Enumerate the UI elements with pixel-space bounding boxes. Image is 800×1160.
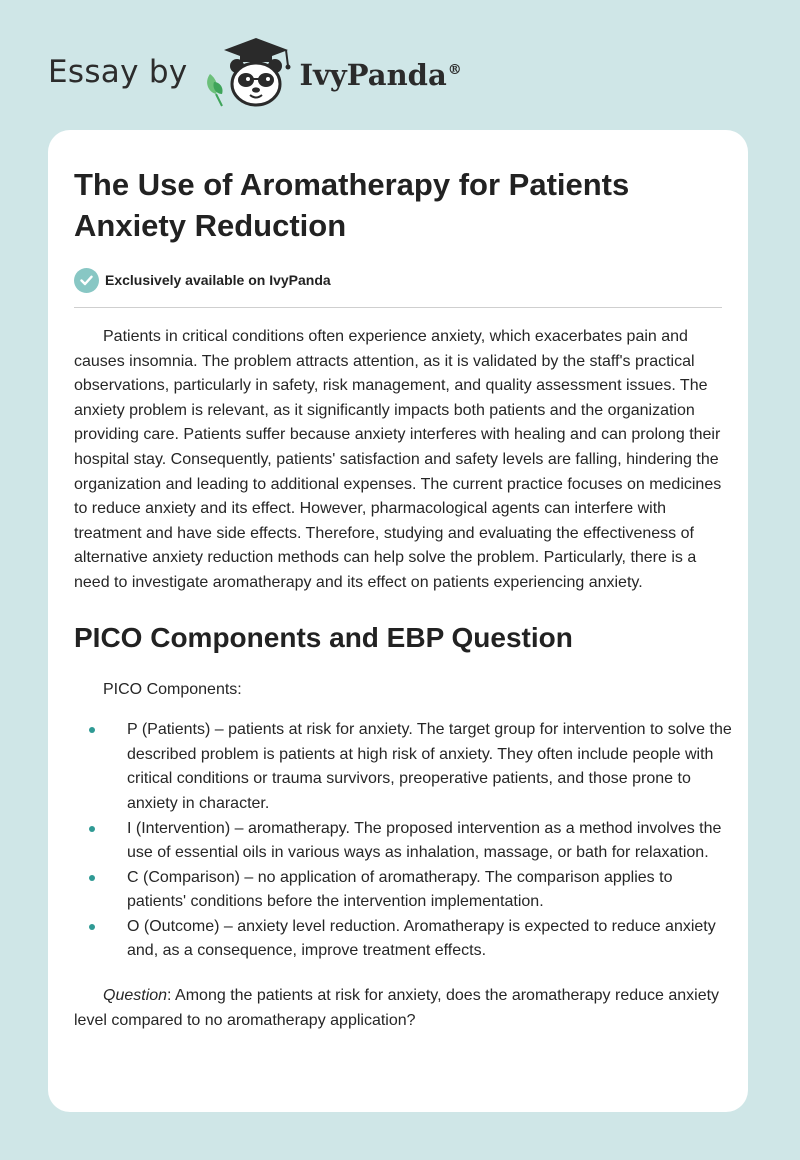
bullet-icon xyxy=(89,826,95,832)
question-paragraph xyxy=(74,984,734,1033)
question-label: Question xyxy=(103,987,168,1005)
question-text: : Among the patients at risk for anxiety, does the aromatherapy reduce anxiety level compared to no aromatherapy application? xyxy=(74,987,720,1029)
list-item xyxy=(74,718,734,816)
pico-item-text: C (Comparison) – no application of aromatherapy. The comparison applies to patients' conditions before the intervention implementation. xyxy=(127,868,673,911)
list-item xyxy=(74,817,734,866)
panda-logo-icon[interactable] xyxy=(204,36,296,108)
article-card xyxy=(48,130,748,1112)
section-heading: PICO Components and EBP Question xyxy=(74,621,573,653)
brand-name-text[interactable]: IvyPanda xyxy=(299,58,447,92)
divider xyxy=(74,307,722,308)
exclusive-badge xyxy=(74,266,722,294)
pico-item-text: P (Patients) – patients at risk for anxiety. The target group for intervention to solve the described problem is patients at high risk of anxiety. They often include people with critical conditions or trauma survivors, preoperative patients, and those prone to anxiety in character. xyxy=(127,721,732,812)
registered-mark: ® xyxy=(447,62,462,79)
checkmark-icon xyxy=(74,268,99,293)
list-item xyxy=(74,915,734,964)
list-item xyxy=(74,866,734,915)
pico-list xyxy=(74,718,734,964)
brand-prefix: Essay by xyxy=(48,54,188,90)
bullet-icon xyxy=(89,727,95,733)
exclusive-badge-label: Exclusively available on IvyPanda xyxy=(105,272,331,288)
bullet-icon xyxy=(89,875,95,881)
article-title: The Use of Aromatherapy for Patients Anxiety Reduction xyxy=(74,167,630,243)
pico-item-text: O (Outcome) – anxiety level reduction. Aromatherapy is expected to reduce anxiety and, as a consequence, improve treatment effects. xyxy=(127,917,716,960)
bullet-icon xyxy=(89,924,95,930)
brand-name[interactable] xyxy=(300,58,462,92)
pico-item-text: I (Intervention) – aromatherapy. The proposed intervention as a method involves the use of essential oils in various ways as inhalation, massage, or bath for relaxation. xyxy=(127,819,722,862)
brand-header xyxy=(48,36,462,108)
pico-label: PICO Components: xyxy=(103,680,242,698)
intro-paragraph: Patients in critical conditions often experience anxiety, which exacerbates pain and causes insomnia. The problem attracts attention, as it is validated by the staff's practical observations, particularly in safety, risk management, and quality assessment issues. The anxiety problem is relevant, as it significantly impacts both patients and the organization providing care. Patients suffer because anxiety interferes with healing and can prolong their hospital stay. Consequently, patients' satisfaction and safety levels are falling, hindering the organization and leading to additional expenses. The current practice focuses on medicines to reduce anxiety and its effect. However, pharmacological agents can interfere with treatment and have side effects. Therefore, studying and evaluating the effectiveness of alternative anxiety reduction methods can help solve the problem. Particularly, there is a need to investigate aromatherapy and its effect on patients experiencing anxiety. xyxy=(74,328,722,591)
